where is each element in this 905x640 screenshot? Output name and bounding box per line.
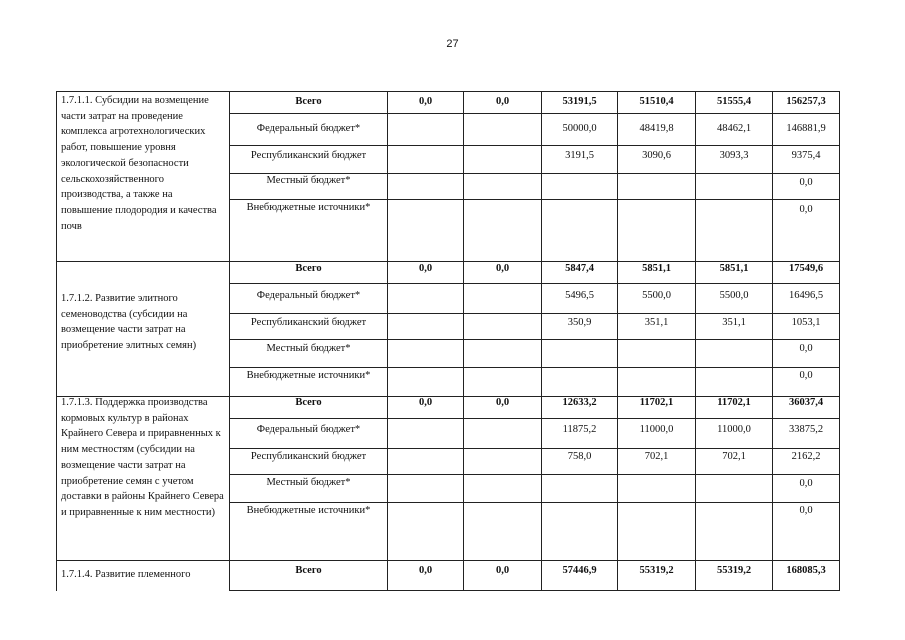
row-divider xyxy=(229,418,840,419)
value-cell: 55319,2 xyxy=(639,565,674,576)
row-divider xyxy=(56,91,840,92)
row-divider xyxy=(56,560,840,561)
column-divider xyxy=(463,91,464,591)
value-cell: 0,0 xyxy=(799,370,813,381)
source-label: Федеральный бюджет* xyxy=(256,290,361,301)
value-cell: 33875,2 xyxy=(788,424,824,435)
value-cell: 17549,6 xyxy=(788,263,824,274)
value-cell: 0,0 xyxy=(495,263,510,274)
value-cell: 50000,0 xyxy=(562,123,597,134)
measure-title: 1.7.1.1. Субсидии на возмещение части затрат на проведение комплекса агротехнологических работ, повышение уровня экологической безопасности сельскохозяйственного производства, а также на повышение плодородия и качества почв xyxy=(61,95,217,232)
value-cell: 0,0 xyxy=(799,478,813,489)
value-cell: 3090,6 xyxy=(642,150,671,161)
measure-title: 1.7.1.2. Развитие элитного семеноводства (субсидии на возмещение части затрат на приобретение элитных семян) xyxy=(61,293,197,352)
value-cell: 0,0 xyxy=(799,177,813,188)
value-cell: 11875,2 xyxy=(562,424,597,435)
value-cell: 48462,1 xyxy=(716,123,752,134)
value-cell: 3191,5 xyxy=(565,150,594,161)
table-border-right xyxy=(839,91,840,591)
value-cell: 3093,3 xyxy=(719,150,749,161)
row-divider xyxy=(229,367,840,368)
value-cell: 11000,0 xyxy=(639,424,674,435)
value-cell: 57446,9 xyxy=(562,565,597,576)
source-label: Всего xyxy=(295,565,322,576)
value-cell: 11702,1 xyxy=(717,397,751,408)
row-divider xyxy=(229,283,840,284)
source-label: Внебюджетные источники* xyxy=(246,202,371,213)
value-cell: 5500,0 xyxy=(719,290,749,301)
source-label: Всего xyxy=(295,397,322,408)
value-cell: 351,1 xyxy=(722,317,746,328)
value-cell: 11000,0 xyxy=(717,424,751,435)
value-cell: 51510,4 xyxy=(639,96,674,107)
value-cell: 0,0 xyxy=(418,397,433,408)
value-cell: 9375,4 xyxy=(791,150,821,161)
source-label: Всего xyxy=(295,263,322,274)
value-cell: 0,0 xyxy=(418,565,433,576)
source-label: Республиканский бюджет xyxy=(250,317,367,328)
value-cell: 0,0 xyxy=(799,505,813,516)
value-cell: 146881,9 xyxy=(786,123,826,134)
source-label: Федеральный бюджет* xyxy=(256,424,361,435)
page-number: 27 xyxy=(446,38,459,50)
source-label: Внебюджетные источники* xyxy=(246,505,371,516)
measure-title: 1.7.1.4. Развитие племенного xyxy=(61,569,191,580)
column-divider xyxy=(387,91,388,591)
source-label: Всего xyxy=(295,96,322,107)
value-cell: 36037,4 xyxy=(788,397,824,408)
row-divider xyxy=(229,339,840,340)
value-cell: 758,0 xyxy=(567,451,592,462)
value-cell: 16496,5 xyxy=(788,290,824,301)
value-cell: 55319,2 xyxy=(716,565,752,576)
value-cell: 0,0 xyxy=(495,565,510,576)
value-cell: 5500,0 xyxy=(642,290,671,301)
value-cell: 0,0 xyxy=(799,204,813,215)
source-label: Внебюджетные источники* xyxy=(246,370,371,381)
value-cell: 702,1 xyxy=(722,451,746,462)
row-divider xyxy=(229,313,840,314)
value-cell: 168085,3 xyxy=(786,565,826,576)
value-cell: 0,0 xyxy=(418,96,433,107)
source-label: Федеральный бюджет* xyxy=(256,123,361,134)
row-divider xyxy=(229,199,840,200)
value-cell: 53191,5 xyxy=(562,96,597,107)
value-cell: 5851,1 xyxy=(642,263,671,274)
measure-title: 1.7.1.3. Поддержка производства кормовых культур в районах Крайнего Севера и приравненных к ним местностям (субсидии на возмещение части затрат на приобретение семян с учетом доставки в районы Крайнего Севера и приравненные к ним местности) xyxy=(61,397,224,518)
value-cell: 51555,4 xyxy=(716,96,752,107)
column-divider xyxy=(541,91,542,591)
source-label: Республиканский бюджет xyxy=(250,451,367,462)
value-cell: 11702,1 xyxy=(639,397,674,408)
value-cell: 1053,1 xyxy=(791,317,821,328)
value-cell: 350,9 xyxy=(567,317,592,328)
value-cell: 2162,2 xyxy=(791,451,821,462)
column-divider xyxy=(695,91,696,591)
value-cell: 5847,4 xyxy=(565,263,594,274)
row-divider xyxy=(229,474,840,475)
value-cell: 0,0 xyxy=(799,343,813,354)
budget-table xyxy=(56,91,840,591)
value-cell: 5496,5 xyxy=(565,290,594,301)
value-cell: 5851,1 xyxy=(719,263,749,274)
source-label: Местный бюджет* xyxy=(266,477,351,488)
value-cell: 351,1 xyxy=(644,317,669,328)
value-cell: 702,1 xyxy=(644,451,669,462)
value-cell: 0,0 xyxy=(495,397,510,408)
column-divider xyxy=(617,91,618,591)
value-cell: 0,0 xyxy=(418,263,433,274)
source-label: Республиканский бюджет xyxy=(250,150,367,161)
row-divider xyxy=(229,590,840,591)
row-divider xyxy=(229,448,840,449)
value-cell: 48419,8 xyxy=(639,123,674,134)
row-divider xyxy=(229,502,840,503)
row-divider xyxy=(229,113,840,114)
source-label: Местный бюджет* xyxy=(266,343,351,354)
value-cell: 156257,3 xyxy=(786,96,826,107)
value-cell: 12633,2 xyxy=(562,397,597,408)
source-label: Местный бюджет* xyxy=(266,175,351,186)
table-border-left xyxy=(56,91,57,591)
row-divider xyxy=(229,145,840,146)
value-cell: 0,0 xyxy=(495,96,510,107)
